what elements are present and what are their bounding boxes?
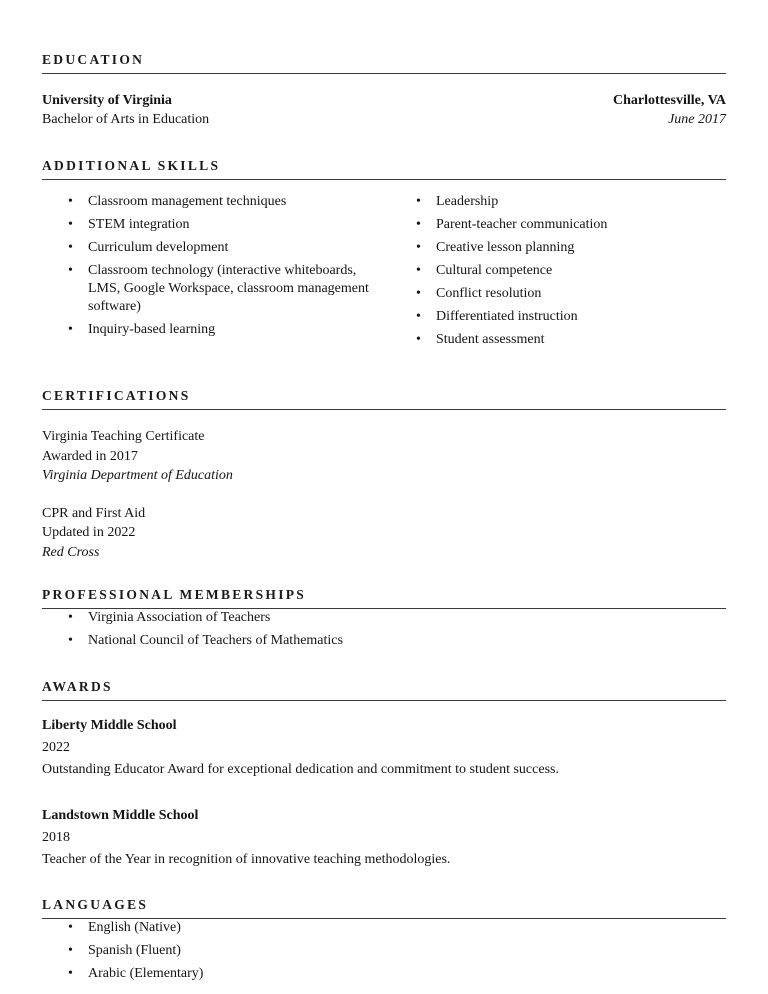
education-location: Charlottesville, VA: [612, 93, 726, 108]
skill-item: • Classroom technology (interactive whiteboards, LMS, Google Workspace, classroom management software): [88, 262, 384, 316]
language-item: • Arabic (Elementary): [88, 965, 726, 983]
skill-item: • Parent-teacher communication: [436, 216, 726, 234]
skill-item: • Creative lesson planning: [436, 239, 726, 257]
certification-name: CPR and First Aid: [42, 505, 146, 521]
membership-item: • Virginia Association of Teachers: [88, 609, 726, 627]
education-institution: University of Virginia: [42, 93, 172, 108]
certification-date: Updated in 2022: [42, 525, 136, 540]
certification-date: Awarded in 2017: [42, 448, 138, 464]
education-date: June 2017: [668, 112, 726, 127]
section-certifications: [42, 388, 726, 562]
section-awards: [42, 679, 726, 871]
language-item: • Spanish (Fluent): [88, 942, 726, 960]
professional-memberships-heading: PROFESSIONAL MEMBERSHIPS: [42, 587, 726, 609]
skills-column-left: [42, 193, 384, 354]
skills-column-right: [384, 193, 726, 354]
skill-item: • STEM integration: [88, 216, 384, 234]
membership-item: • National Council of Teachers of Mathematics: [88, 632, 726, 650]
certification-entry: [42, 504, 726, 563]
skill-item: • Curriculum development: [88, 239, 384, 257]
education-degree: Bachelor of Arts in Education: [42, 112, 210, 127]
languages-list: [42, 919, 726, 983]
award-description: Teacher of the Year in recognition of innovative teaching methodologies.: [42, 852, 451, 867]
skill-item: • Cultural competence: [436, 262, 726, 280]
award-entry: [42, 715, 726, 781]
award-entry: [42, 805, 726, 871]
section-professional-memberships: [42, 587, 726, 650]
awards-heading: AWARDS: [42, 679, 726, 701]
certifications-list: [42, 427, 726, 562]
education-heading: EDUCATION: [42, 52, 726, 74]
memberships-list: [42, 609, 726, 650]
section-additional-skills: [42, 158, 726, 354]
award-organization: Landstown Middle School: [42, 808, 199, 823]
language-item: • English (Native): [88, 919, 726, 937]
certification-issuer: Virginia Department of Education: [42, 468, 233, 483]
education-entry: [42, 91, 726, 129]
skill-item: • Leadership: [436, 193, 726, 211]
skill-item: • Conflict resolution: [436, 285, 726, 303]
skill-item: • Differentiated instruction: [436, 308, 726, 326]
certifications-heading: CERTIFICATIONS: [42, 388, 726, 410]
award-organization: Liberty Middle School: [42, 718, 177, 733]
section-education: [42, 52, 726, 129]
additional-skills-heading: ADDITIONAL SKILLS: [42, 158, 726, 180]
skill-item: • Inquiry-based learning: [88, 321, 384, 339]
skill-item: • Student assessment: [436, 331, 726, 349]
award-year: 2018: [42, 830, 70, 845]
languages-heading: LANGUAGES: [42, 897, 726, 919]
awards-list: [42, 715, 726, 871]
section-languages: [42, 897, 726, 983]
certification-name: Virginia Teaching Certificate: [42, 429, 205, 444]
skill-item: • Classroom management techniques: [88, 193, 384, 211]
award-description: Outstanding Educator Award for exceptional dedication and commitment to student success.: [42, 762, 559, 777]
skills-columns: [42, 193, 726, 354]
certification-entry: [42, 427, 726, 486]
award-year: 2022: [42, 740, 70, 755]
certification-issuer: Red Cross: [42, 544, 100, 560]
